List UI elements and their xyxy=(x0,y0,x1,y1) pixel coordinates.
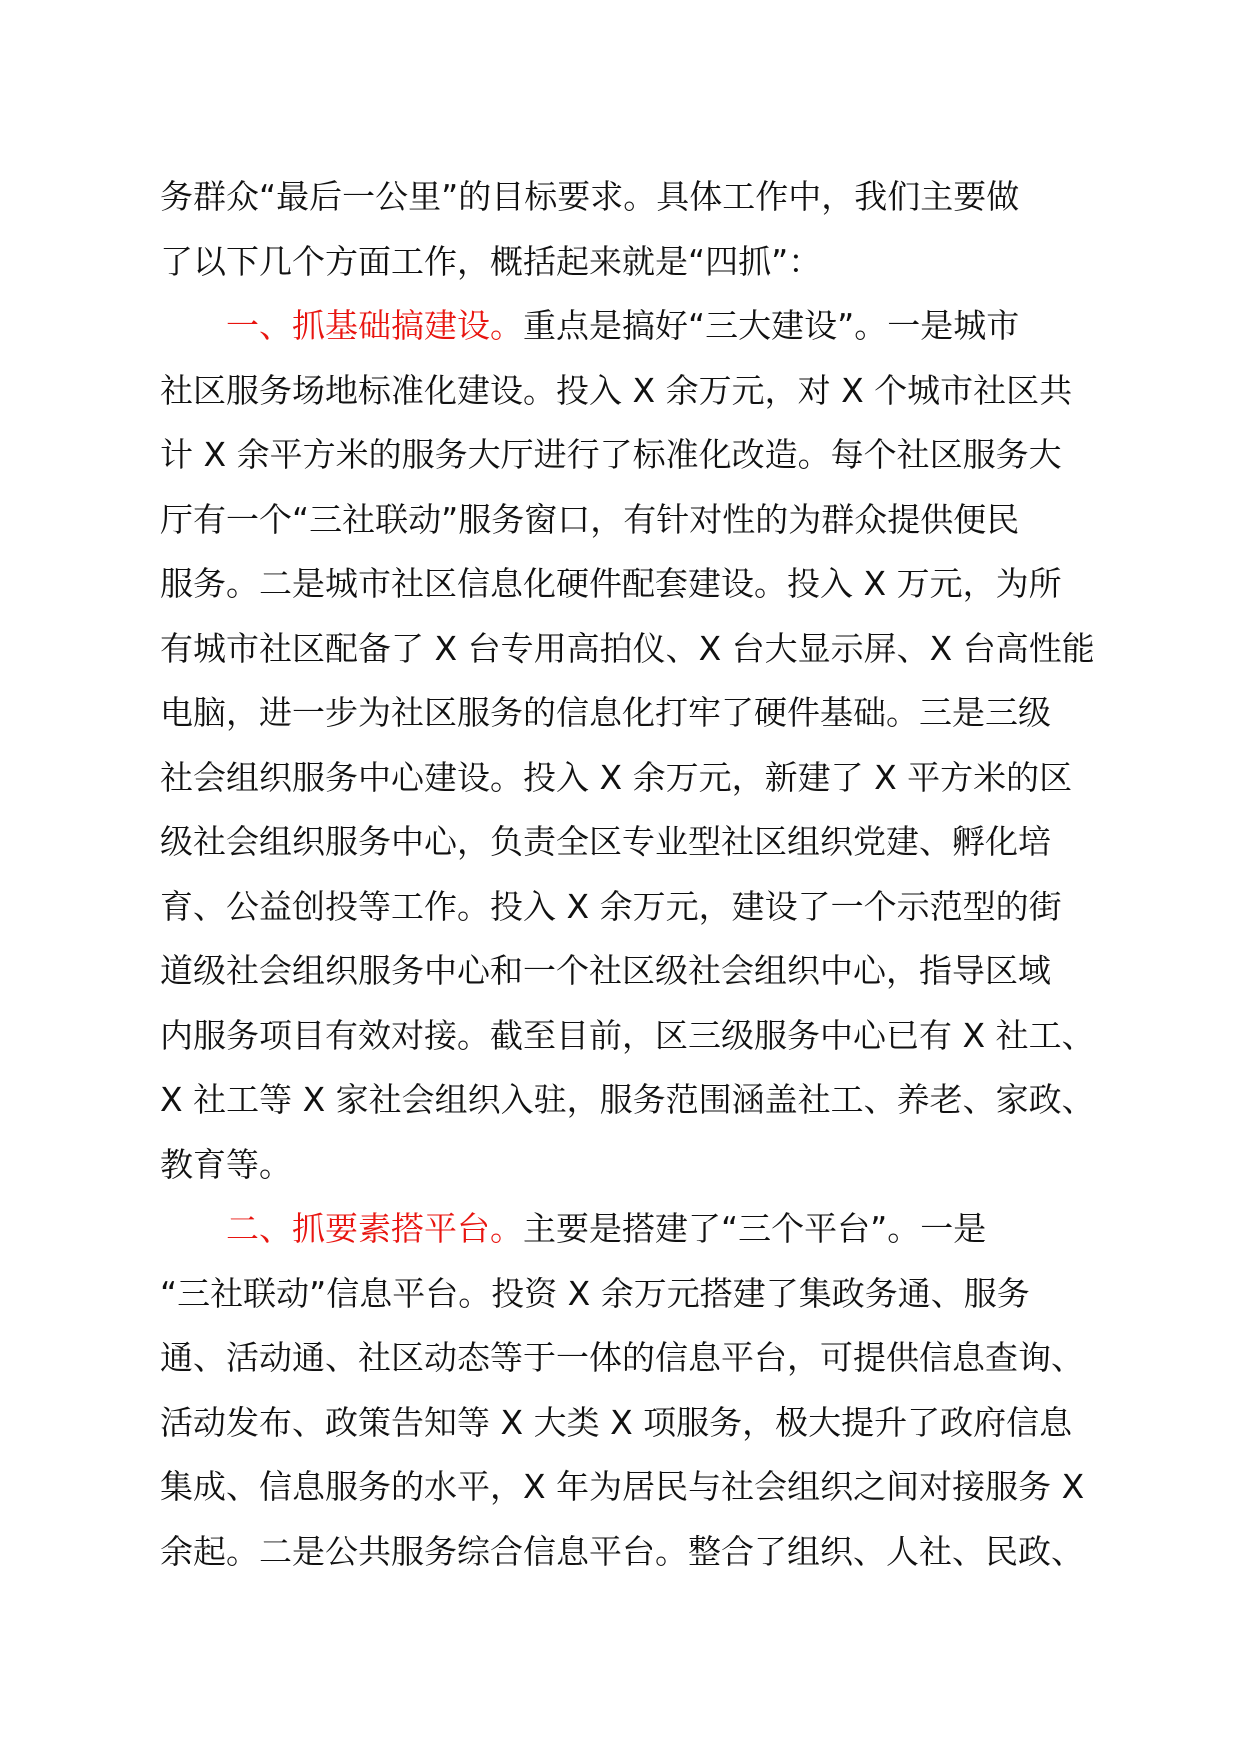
body-line: 集成、信息服务的水平，X 年为居民与社会组织之间对接服务 X xyxy=(160,1467,1085,1506)
body-text: 主要是搭建了“三个平台”。一是 xyxy=(523,1209,987,1248)
body-line: 服务。二是城市社区信息化硬件配套建设。投入 X 万元，为所 xyxy=(160,564,1062,603)
body-line: 计 X 余平方米的服务大厅进行了标准化改造。每个社区服务大 xyxy=(160,435,1062,474)
body-line: 通、活动通、社区动态等于一体的信息平台，可提供信息查询、 xyxy=(160,1338,1084,1377)
body-line: 育、公益创投等工作。投入 X 余万元，建设了一个示范型的街 xyxy=(160,886,1062,926)
section-heading-1: 一、抓基础搞建设。 xyxy=(226,306,523,345)
section-heading-line xyxy=(160,294,1100,359)
section-heading-2: 二、抓要素搭平台。 xyxy=(226,1209,523,1248)
body-line: 级社会组织服务中心，负责全区专业型社区组织党建、孵化培 xyxy=(160,822,1051,861)
body-line: 内服务项目有效对接。截至目前，区三级服务中心已有 X 社工、 xyxy=(160,1015,1095,1055)
body-line: 有城市社区配备了 X 台专用高拍仪、X 台大显示屏、X 台高性能 xyxy=(160,628,1095,668)
body-line: 教育等。 xyxy=(160,1144,292,1184)
body-line: 社会组织服务中心建设。投入 X 余万元，新建了 X 平方米的区 xyxy=(160,757,1073,797)
body-line: 社区服务场地标准化建设。投入 X 余万元，对 X 个城市社区共 xyxy=(160,370,1073,410)
section-heading-line xyxy=(160,1197,1100,1262)
body-line: 道级社会组织服务中心和一个社区级社会组织中心，指导区域 xyxy=(160,951,1051,990)
body-line: 厅有一个“三社联动”服务窗口，有针对性的为群众提供便民 xyxy=(160,499,1020,539)
body-line: 电脑，进一步为社区服务的信息化打牢了硬件基础。三是三级 xyxy=(160,693,1051,732)
document-body xyxy=(160,165,1100,1584)
body-line: 了以下几个方面工作，概括起来就是“四抓”： xyxy=(160,241,822,281)
body-line: 余起。二是公共服务综合信息平台。整合了组织、人社、民政、 xyxy=(160,1531,1084,1571)
body-line: 活动发布、政策告知等 X 大类 X 项服务，极大提升了政府信息 xyxy=(160,1402,1073,1442)
body-line: “三社联动”信息平台。投资 X 余万元搭建了集政务通、服务 xyxy=(160,1273,1030,1313)
body-line: X 社工等 X 家社会组织入驻，服务范围涵盖社工、养老、家政、 xyxy=(160,1080,1095,1119)
body-line: 务群众“最后一公里”的目标要求。具体工作中，我们主要做 xyxy=(160,177,1020,216)
body-text: 重点是搞好“三大建设”。一是城市 xyxy=(523,306,1020,345)
